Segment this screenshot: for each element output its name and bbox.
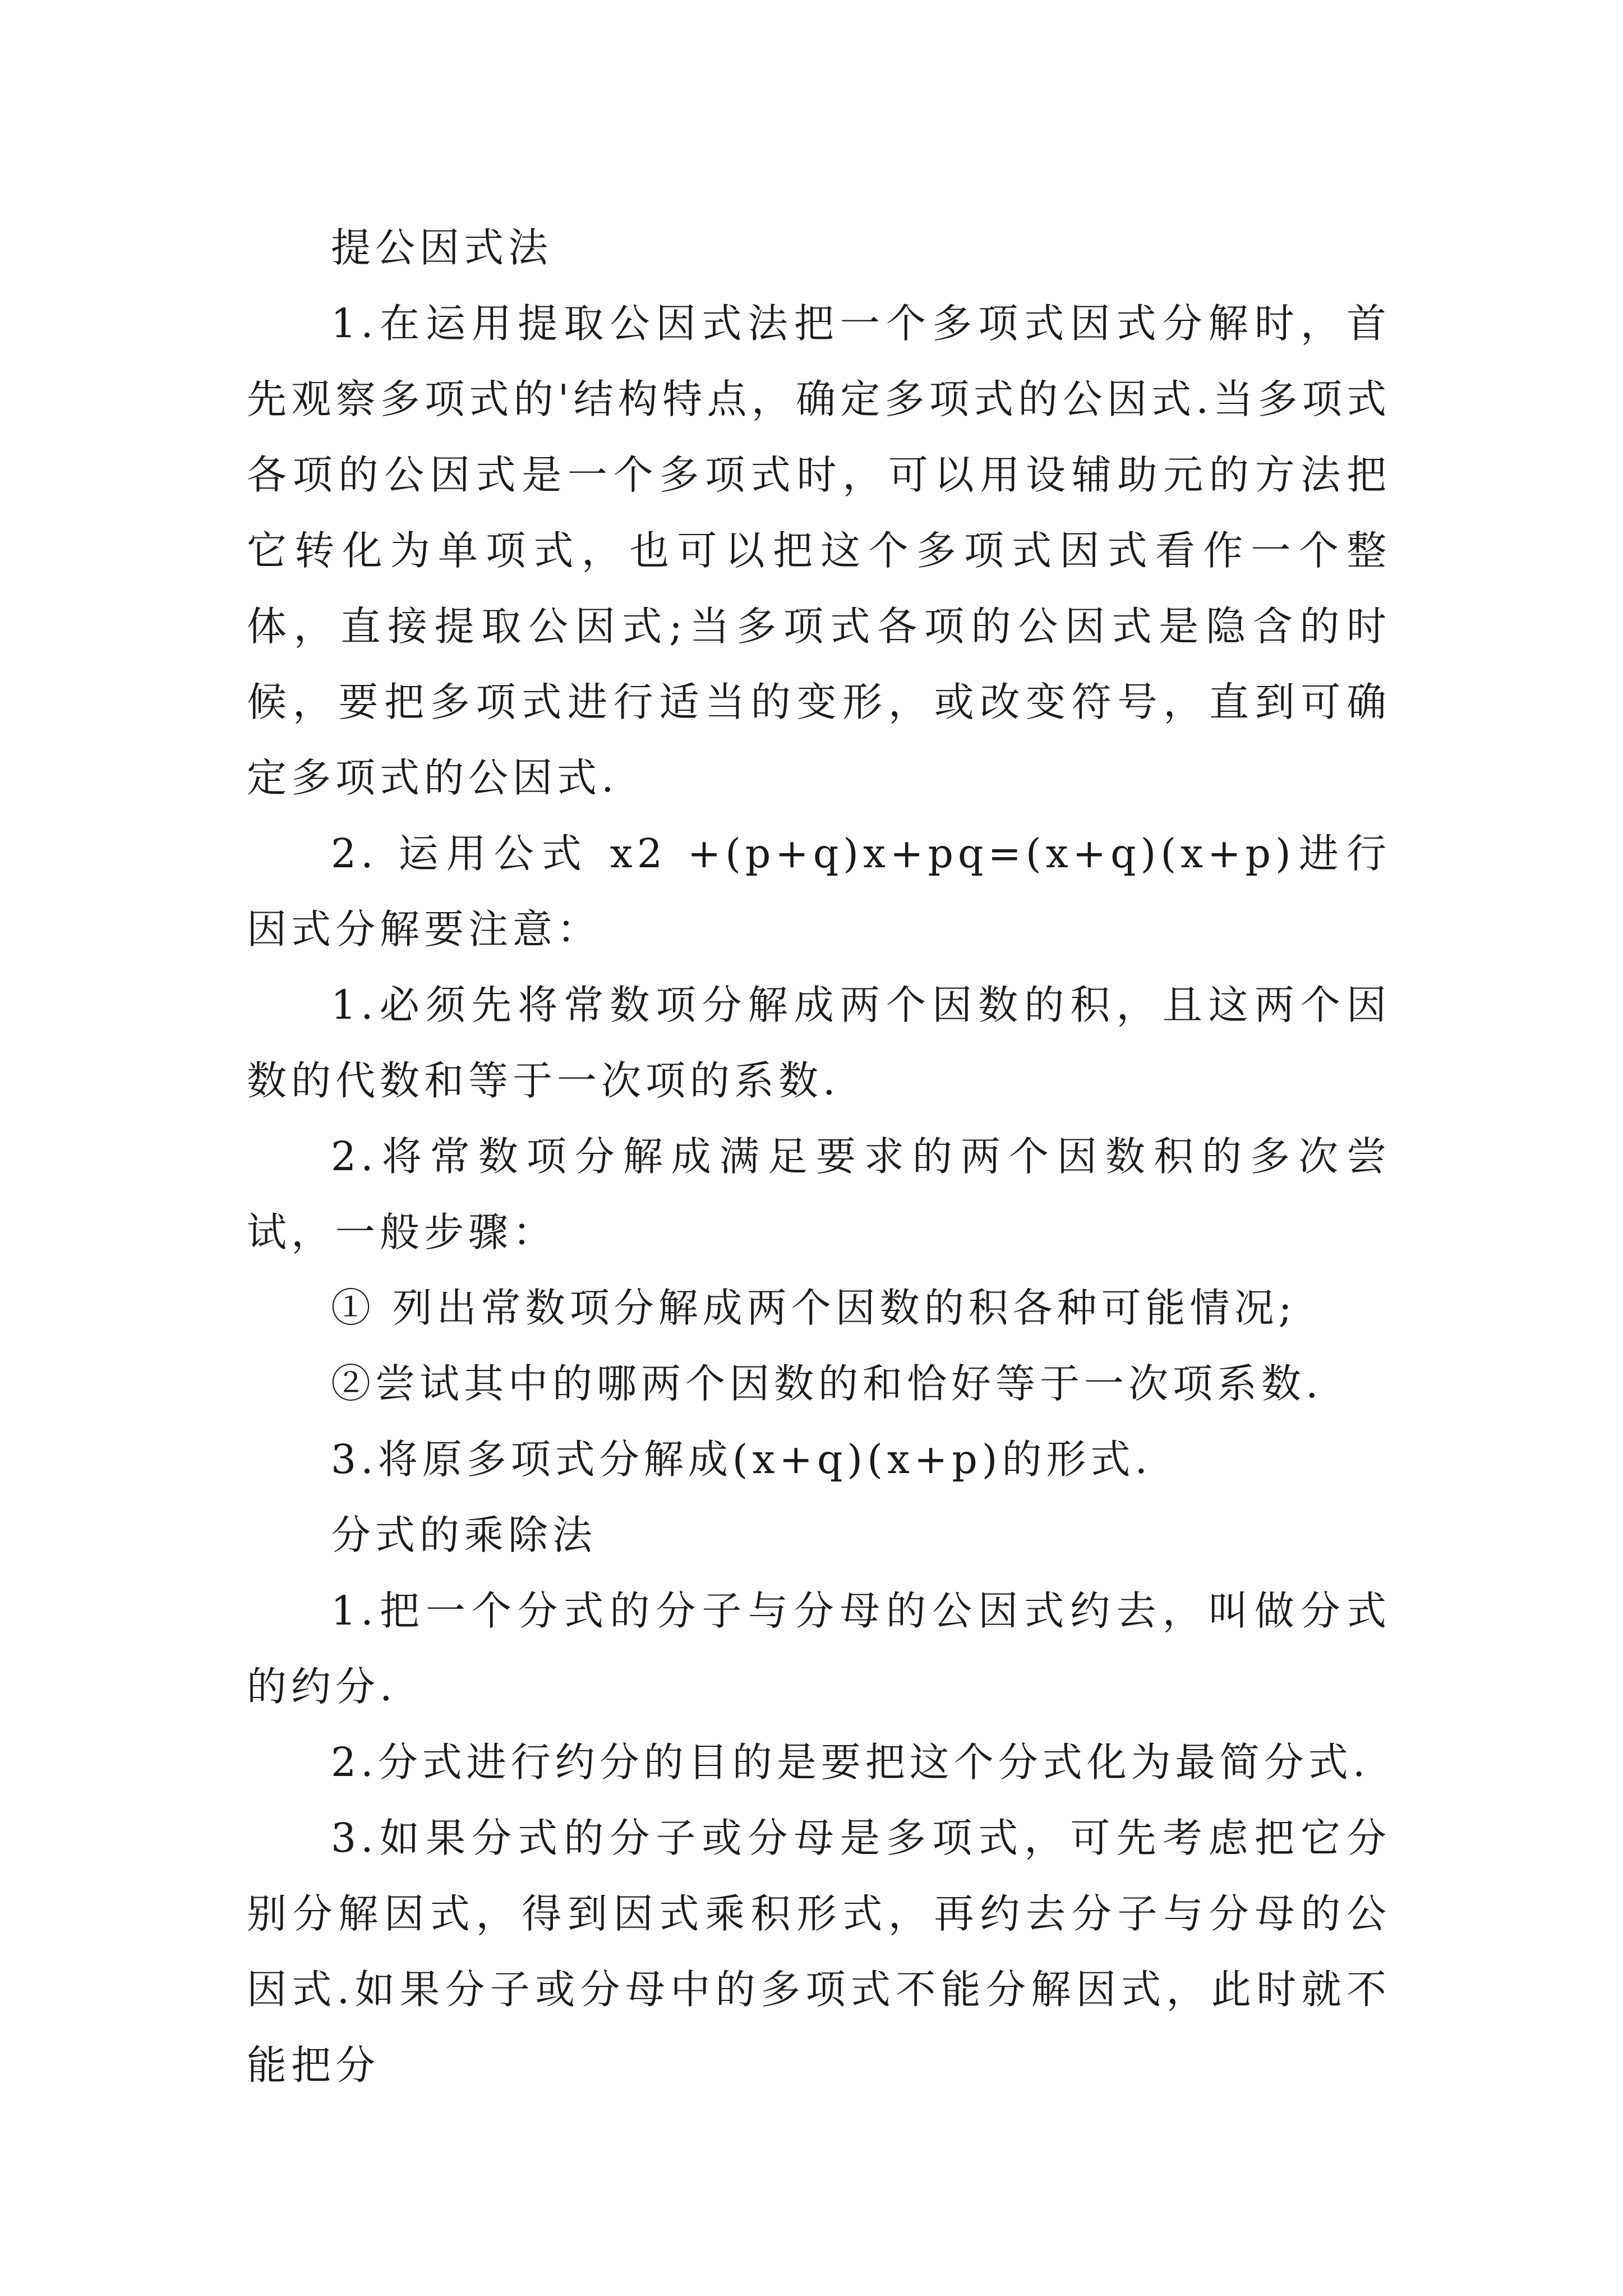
section-heading-fraction-multiply-divide: 分式的乘除法 [331, 1512, 597, 1558]
paragraph-rule-2: 2.将常数项分解成满足要求的两个因数积的多次尝试，一般步骤： [247, 1133, 1391, 1255]
paragraph-step-1: ① 列出常数项分解成两个因数的积各种可能情况; [331, 1285, 1297, 1331]
paragraph-fraction-rule-2: 2.分式进行约分的目的是要把这个分式化为最简分式. [331, 1739, 1370, 1786]
paragraph-common-factor-rule: 1.在运用提取公因式法把一个多项式因式分解时，首先观察多项式的'结构特点，确定多项式的公因式.当多项式各项的公因式是一个多项式时，可以用设辅助元的方法把它转化为单项式，也可以把这个多项式因式看作一个整体，直接提取公因式;当多项式各项的公因式是隐含的时候，要把多项式进行适当的变形，或改变符号，直到可确定多项式的公因式. [247, 300, 1391, 801]
section-heading-common-factor: 提公因式法 [331, 224, 553, 271]
paragraph-rule-1: 1.必须先将常数项分解成两个因数的积，且这两个因数的代数和等于一次项的系数. [247, 982, 1391, 1104]
paragraph-fraction-rule-1: 1.把一个分式的分子与分母的公因式约去，叫做分式的约分. [247, 1588, 1391, 1710]
paragraph-fraction-rule-3: 3.如果分式的分子或分母是多项式，可先考虑把它分别分解因式，得到因式乘积形式，再约去分子与分母的公因式.如果分子或分母中的多项式不能分解因式，此时就不能把分 [247, 1815, 1391, 2088]
paragraph-step-2: ②尝试其中的哪两个因数的和恰好等于一次项系数. [331, 1360, 1323, 1407]
document-body [247, 210, 1391, 2103]
paragraph-formula-intro: 2. 运用公式 x2 +(p+q)x+pq=(x+q)(x+p)进行因式分解要注意： [247, 830, 1391, 953]
paragraph-rule-3: 3.将原多项式分解成(x+q)(x+p)的形式. [331, 1436, 1152, 1483]
